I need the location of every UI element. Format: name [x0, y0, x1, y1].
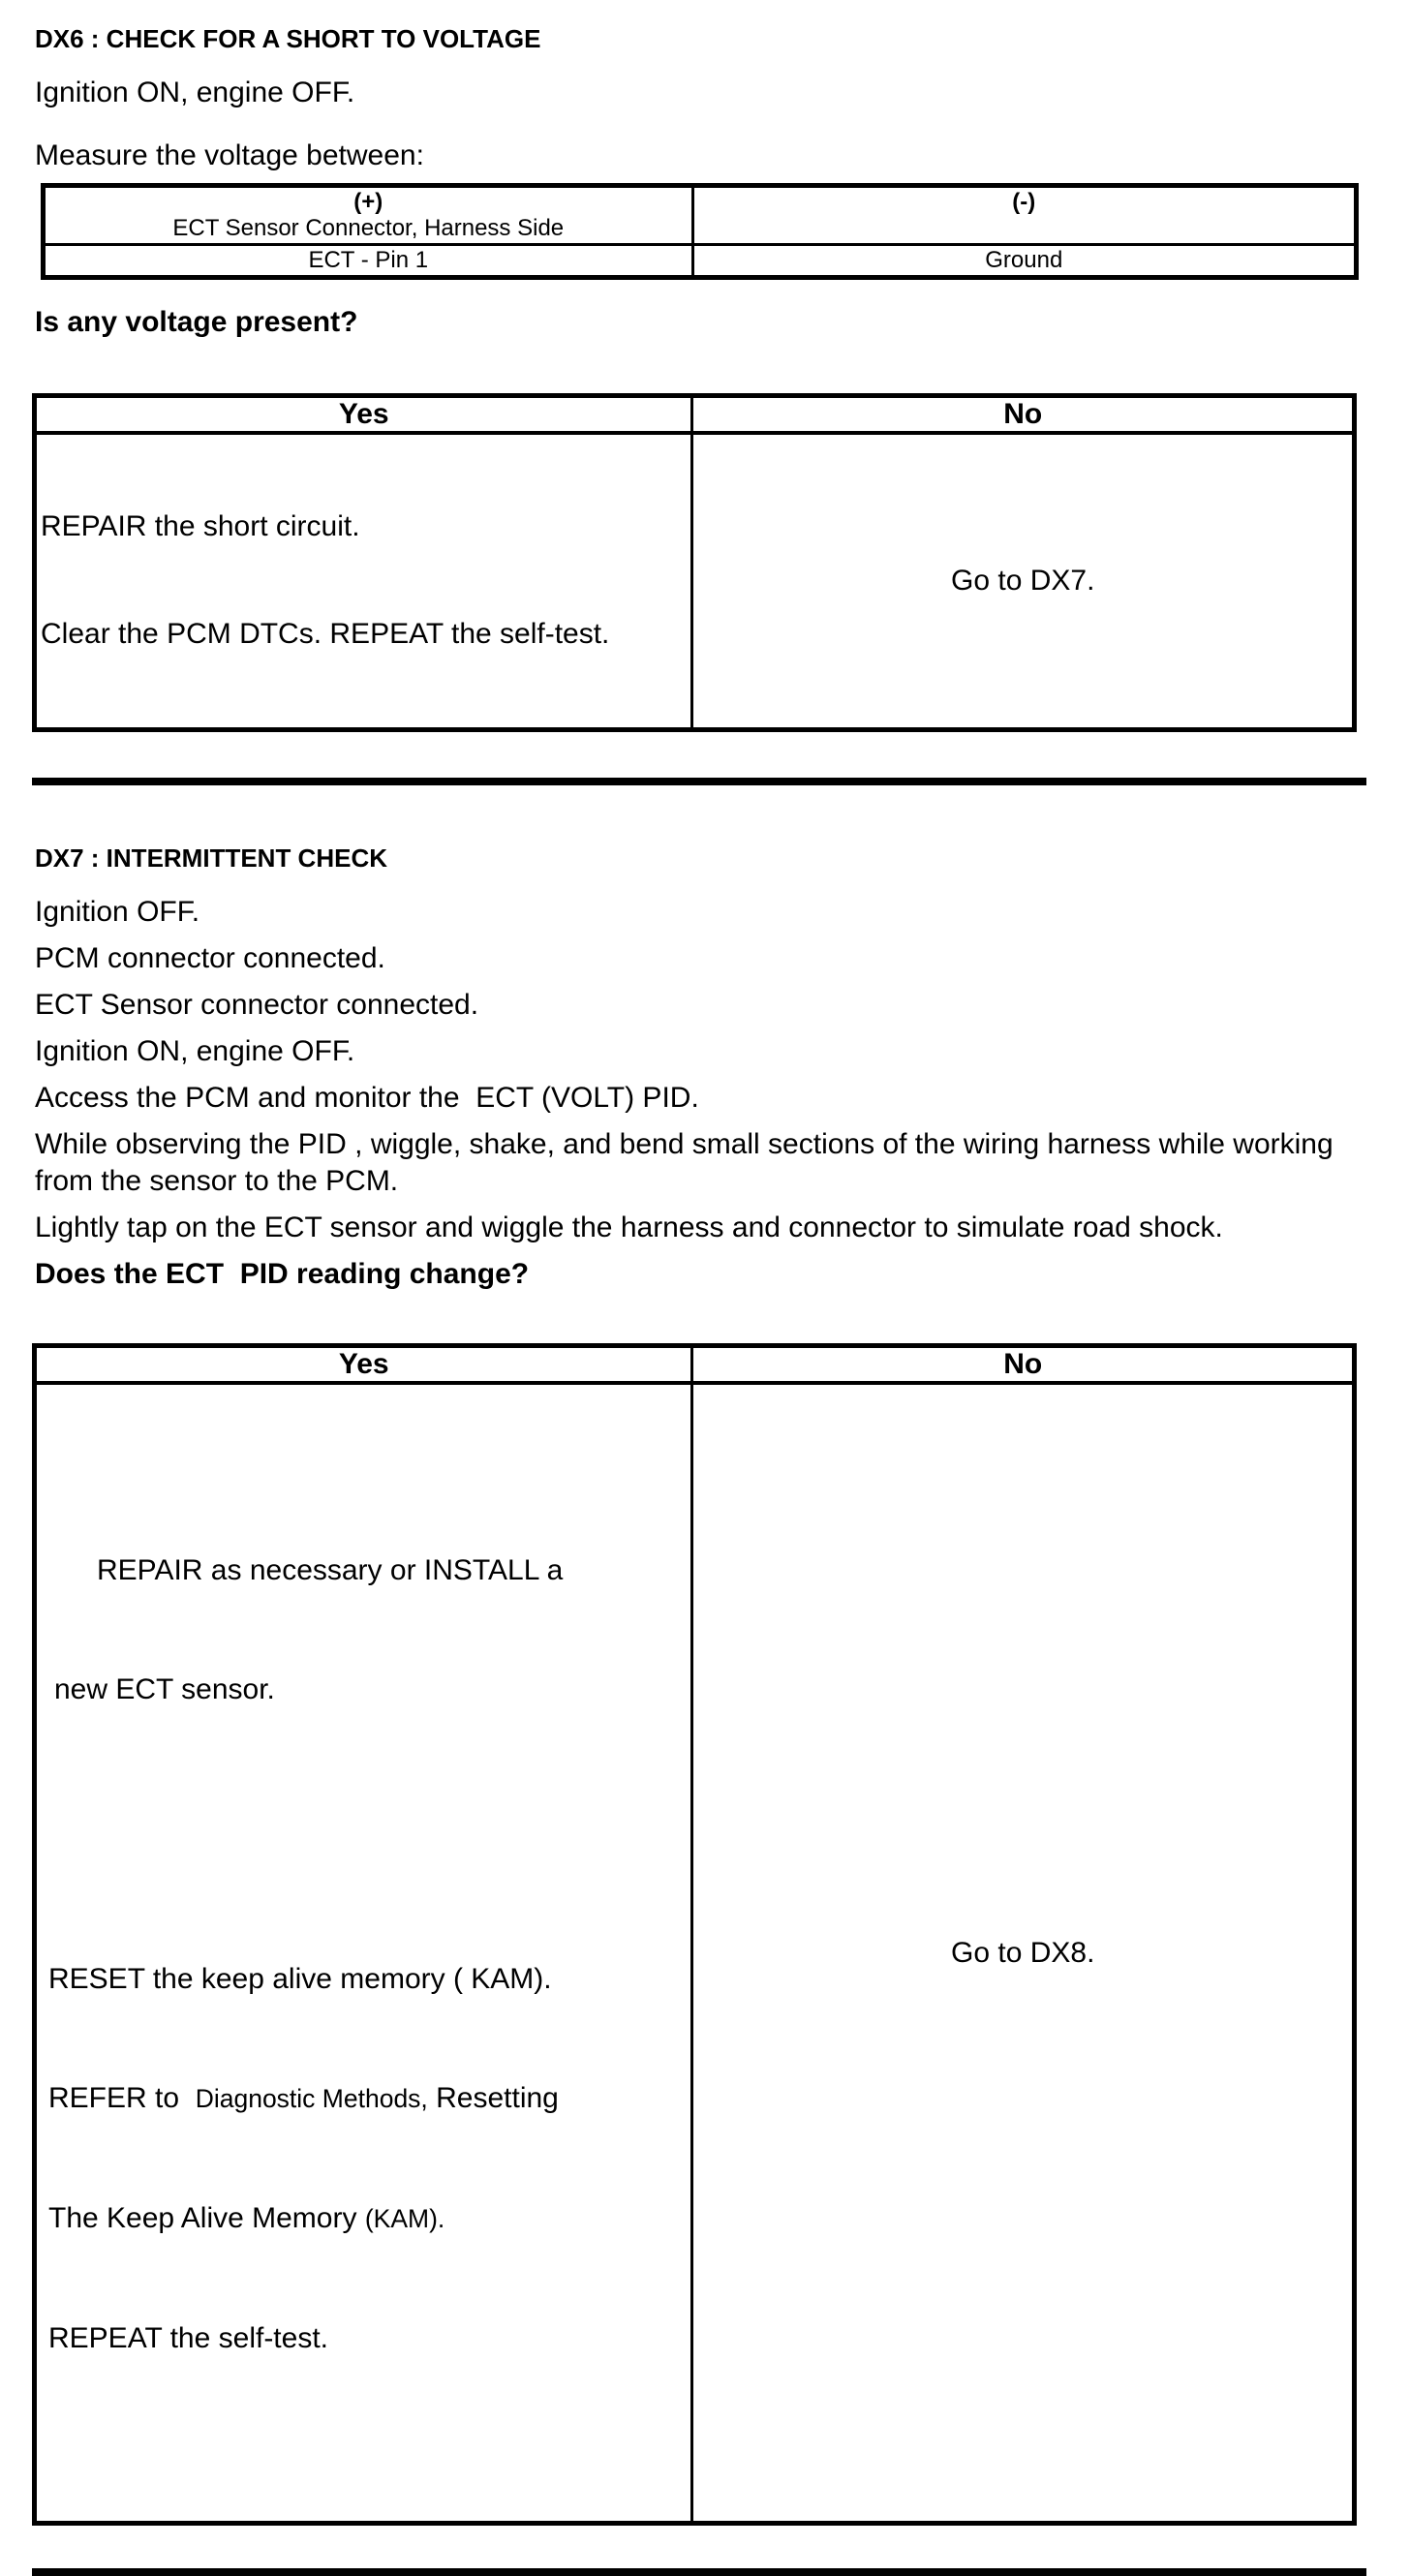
refer-run: REFER to	[48, 2082, 196, 2114]
dx7-step-pcm-connected: PCM connector connected.	[35, 942, 385, 974]
dx7-step-wiggle-harness: While observing the PID , wiggle, shake, and bend small sections of the wiring harness while working from the sensor to the PCM.	[35, 1128, 1342, 1197]
dx6-yes-action-cell	[35, 433, 692, 730]
page-bottom-divider	[32, 2568, 1366, 2576]
positive-lead-header-cell	[44, 186, 693, 245]
dx7-no-action-cell: Go to DX8.	[692, 1383, 1355, 2524]
dx7-step-ignition-off: Ignition OFF.	[35, 896, 200, 928]
dx6-no-header: No	[692, 396, 1355, 434]
dx6-yes-header: Yes	[35, 396, 692, 434]
dx7-yes-action-line: REPAIR as necessary or INSTALL a	[97, 1554, 564, 1586]
dx7-yes-action-line	[37, 2198, 685, 2239]
positive-connector-label: ECT Sensor Connector, Harness Side	[172, 215, 565, 241]
diagnostic-methods-run: Diagnostic Methods,	[195, 2084, 428, 2113]
dx7-step-access-pcm: Access the PCM and monitor the ECT (VOLT) PID.	[35, 1082, 699, 1114]
dx7-heading: DX7 : INTERMITTENT CHECK	[35, 843, 387, 873]
dx6-measurement-table	[41, 183, 1359, 280]
dx7-decision-table	[32, 1343, 1357, 2526]
section-divider	[32, 778, 1366, 785]
negative-lead-header-cell	[692, 186, 1356, 245]
dx6-heading: DX6 : CHECK FOR A SHORT TO VOLTAGE	[35, 24, 541, 53]
dx7-yes-action-line: new ECT sensor.	[54, 1673, 275, 1705]
dx7-step-ect-connected: ECT Sensor connector connected.	[35, 989, 479, 1021]
positive-symbol: (+)	[353, 189, 383, 215]
kam-abbrev-run: (KAM).	[364, 2204, 445, 2233]
dx6-decision-header-row	[35, 396, 1355, 434]
dx6-step-ignition: Ignition ON, engine OFF.	[35, 77, 355, 108]
dx7-yes-action-line: REPEAT the self-test.	[48, 2322, 328, 2354]
dx7-step-ignition-on: Ignition ON, engine OFF.	[35, 1035, 355, 1067]
dx6-question: Is any voltage present?	[35, 306, 358, 338]
dx7-yes-action-line	[37, 2078, 685, 2119]
dx7-decision-header-row	[35, 1346, 1355, 1384]
dx7-yes-header: Yes	[35, 1346, 692, 1384]
dx6-step-measure: Measure the voltage between:	[35, 139, 424, 171]
dx7-no-header: No	[692, 1346, 1355, 1384]
dx6-yes-action-line: Clear the PCM DTCs. REPEAT the self-test.	[41, 618, 610, 650]
dx7-section	[32, 845, 1366, 2526]
kam-title-run: The Keep Alive Memory	[48, 2202, 365, 2234]
dx7-decision-body-row	[35, 1383, 1355, 2524]
negative-symbol: (-)	[1012, 189, 1036, 215]
dx6-section	[32, 26, 1366, 732]
measurement-value-row	[44, 245, 1357, 278]
dx7-yes-paragraph-reset	[37, 1880, 685, 2438]
negative-pin-cell: Ground	[692, 245, 1356, 278]
resetting-run: Resetting	[427, 2082, 559, 2114]
dx6-yes-action-line: REPAIR the short circuit.	[41, 510, 360, 542]
dx6-decision-body-row	[35, 433, 1355, 730]
positive-pin-cell: ECT - Pin 1	[44, 245, 693, 278]
dx6-no-action-cell: Go to DX7.	[692, 433, 1355, 730]
dx7-question: Does the ECT PID reading change?	[35, 1258, 530, 1290]
measurement-header-row	[44, 186, 1357, 245]
dx7-step-tap-sensor: Lightly tap on the ECT sensor and wiggle the harness and connector to simulate road shock.	[35, 1211, 1223, 1243]
dx7-yes-action-line: RESET the keep alive memory ( KAM).	[48, 1963, 552, 1995]
dx7-yes-paragraph-repair	[37, 1471, 685, 1789]
dx7-yes-action-cell	[35, 1383, 692, 2524]
dx7-steps	[32, 894, 1366, 1246]
dx6-decision-table	[32, 393, 1357, 732]
